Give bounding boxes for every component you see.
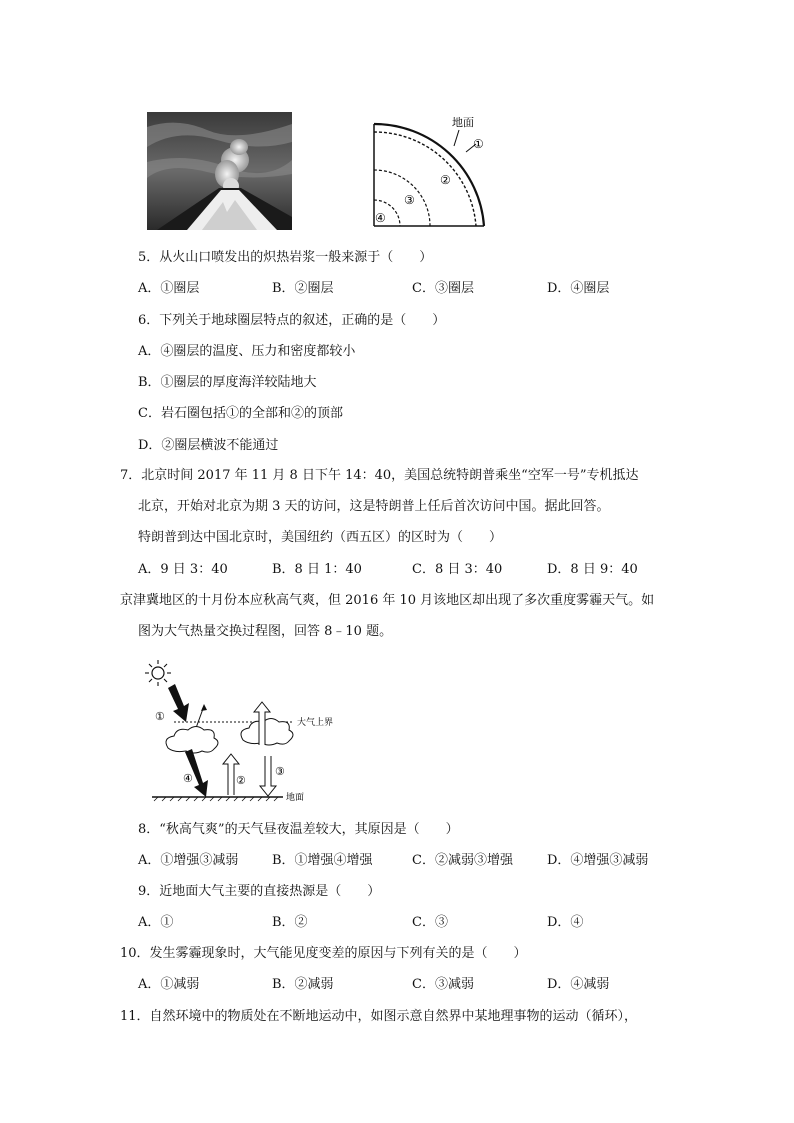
- question-9-option-b[interactable]: B．②: [272, 915, 308, 930]
- question-9-option-a[interactable]: A．①: [138, 915, 174, 930]
- question-7-stem-line-3: 特朗普到达中国北京时，美国纽约（西五区）的区时为（ ）: [138, 530, 503, 545]
- question-8-option-d[interactable]: D．④增强③减弱: [547, 853, 649, 868]
- question-6-option-d[interactable]: D．②圈层横波不能通过: [138, 438, 279, 453]
- question-7-option-c[interactable]: C．8 日 3：40: [412, 562, 503, 577]
- question-9-stem: 9．近地面大气主要的直接热源是（ ）: [138, 884, 381, 899]
- question-5-option-d[interactable]: D．④圈层: [547, 281, 610, 296]
- question-6-option-a[interactable]: A．④圈层的温度、压力和密度都较小: [138, 344, 356, 359]
- volcano-photo: [147, 112, 292, 230]
- layer-label-4: ④: [375, 211, 386, 225]
- question-8-stem: 8．“秋高气爽”的天气昼夜温差较大，其原因是（ ）: [138, 822, 459, 837]
- question-10-option-a[interactable]: A．①减弱: [138, 977, 200, 992]
- upper-atmosphere-label: 大气上界: [297, 718, 334, 728]
- context-line-1: 京津冀地区的十月份本应秋高气爽，但 2016 年 10 月该地区却出现了多次重度雾霾天气。如: [120, 593, 655, 608]
- question-10-option-c[interactable]: C．③减弱: [412, 977, 474, 992]
- arrow-label-2: ②: [236, 774, 246, 787]
- question-10-option-b[interactable]: B．②减弱: [272, 977, 334, 992]
- question-7-stem-line-1: 7．北京时间 2017 年 11 月 8 日下午 14：40，美国总统特朗普乘坐“空军一号”专机抵达: [120, 468, 639, 483]
- question-10-stem: 10．发生雾霾现象时，大气能见度变差的原因与下列有关的是（ ）: [120, 946, 527, 961]
- question-11-stem: 11．自然环境中的物质处在不断地运动中，如图示意自然界中某地理事物的运动（循环），: [120, 1009, 638, 1024]
- question-7-option-d[interactable]: D．8 日 9：40: [547, 562, 638, 577]
- question-5-option-c[interactable]: C．③圈层: [412, 281, 474, 296]
- layer-label-2: ②: [440, 173, 451, 187]
- question-6-option-c[interactable]: C．岩石圈包括①的全部和②的顶部: [138, 406, 343, 421]
- question-6-option-b[interactable]: B．①圈层的厚度海洋较陆地大: [138, 375, 317, 390]
- question-9-option-d[interactable]: D．④: [547, 915, 584, 930]
- ground-label-2: 地面: [286, 793, 305, 803]
- heat-exchange-diagram: [148, 660, 334, 810]
- question-6-stem: 6．下列关于地球圈层特点的叙述，正确的是（ ）: [138, 313, 446, 328]
- ground-label: 地面: [452, 116, 474, 129]
- question-8-option-b[interactable]: B．①增强④增强: [272, 853, 373, 868]
- question-7-stem-line-2: 北京，开始对北京为期 3 天的访问，这是特朗普上任后首次访问中国。据此回答。: [138, 499, 610, 514]
- question-9-option-c[interactable]: C．③: [412, 915, 448, 930]
- question-10-option-d[interactable]: D．④减弱: [547, 977, 610, 992]
- question-8-option-a[interactable]: A．①增强③减弱: [138, 853, 239, 868]
- arrow-label-1: ①: [155, 710, 165, 723]
- question-7-option-b[interactable]: B．8 日 1：40: [272, 562, 362, 577]
- question-5-stem: 5．从火山口喷发出的炽热岩浆一般来源于（ ）: [138, 250, 433, 265]
- arrow-label-3: ③: [275, 765, 285, 778]
- question-7-option-a[interactable]: A．9 日 3：40: [138, 562, 228, 577]
- question-5-option-a[interactable]: A．①圈层: [138, 281, 200, 296]
- question-5-option-b[interactable]: B．②圈层: [272, 281, 334, 296]
- earth-layers-diagram: [360, 110, 500, 235]
- arrow-label-4: ④: [183, 772, 193, 785]
- layer-label-3: ③: [404, 193, 415, 207]
- question-8-option-c[interactable]: C．②减弱③增强: [412, 853, 513, 868]
- layer-label-1: ①: [473, 137, 484, 151]
- context-line-2: 图为大气热量交换过程图，回答 8﹣10 题。: [138, 624, 393, 639]
